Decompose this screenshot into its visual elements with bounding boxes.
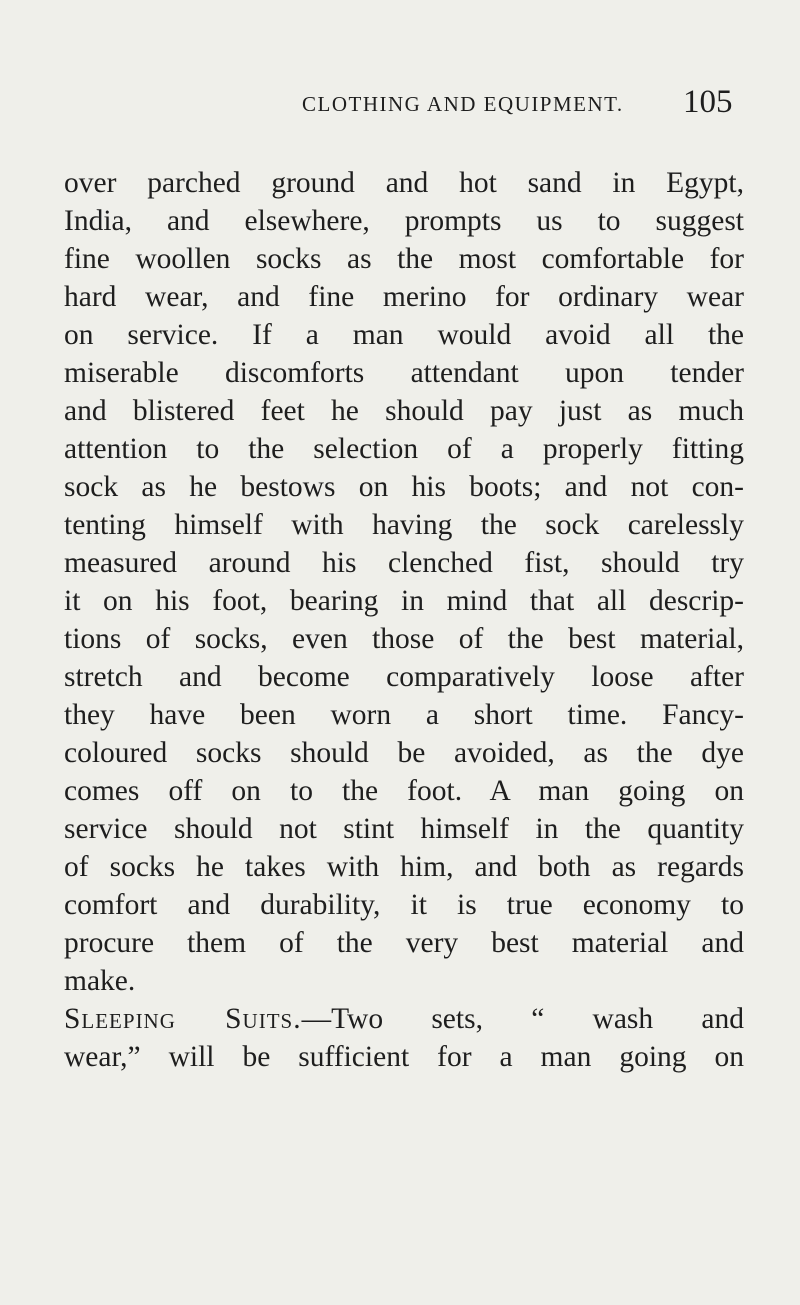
text-line: service should not stint himself in the quantity: [64, 813, 744, 845]
text-line: miserable discomforts attendant upon tender: [64, 357, 744, 389]
text-line: wear,” will be sufficient for a man going on: [64, 1041, 744, 1073]
text-line: of socks he takes with him, and both as regards: [64, 851, 744, 883]
text-line: sock as he bestows on his boots; and not con-: [64, 471, 744, 503]
text-line: tenting himself with having the sock carelessly: [64, 509, 744, 541]
text-line: hard wear, and fine merino for ordinary wear: [64, 281, 744, 313]
text-line: tions of socks, even those of the best material,: [64, 623, 744, 655]
text-line: procure them of the very best material and: [64, 927, 744, 959]
text-line: comfort and durability, it is true economy to: [64, 889, 744, 921]
section-text: —Two sets, “ wash and: [301, 1003, 744, 1035]
text-line: and blistered feet he should pay just as much: [64, 395, 744, 427]
sleeping-suits-line: [64, 1000, 744, 1038]
text-line: it on his foot, bearing in mind that all descrip-: [64, 585, 744, 617]
text-line: make.: [64, 965, 136, 997]
text-line: they have been worn a short time. Fancy-: [64, 699, 744, 731]
text-line: stretch and become comparatively loose after: [64, 661, 744, 693]
text-line: measured around his clenched fist, should try: [64, 547, 744, 579]
text-line: India, and elsewhere, prompts us to suggest: [64, 205, 744, 237]
text-line: on service. If a man would avoid all the: [64, 319, 744, 351]
running-head: [0, 86, 800, 126]
body-text: [64, 164, 744, 1076]
text-line: attention to the selection of a properly fitting: [64, 433, 744, 465]
text-line: fine woollen socks as the most comfortable for: [64, 243, 744, 275]
text-line: over parched ground and hot sand in Egypt,: [64, 167, 744, 199]
page-number: 105: [683, 84, 733, 120]
section-heading: Sleeping Suits.: [64, 1003, 302, 1035]
running-title: CLOTHING AND EQUIPMENT.: [302, 92, 624, 116]
text-line: coloured socks should be avoided, as the dye: [64, 737, 744, 769]
text-line: comes off on to the foot. A man going on: [64, 775, 744, 807]
